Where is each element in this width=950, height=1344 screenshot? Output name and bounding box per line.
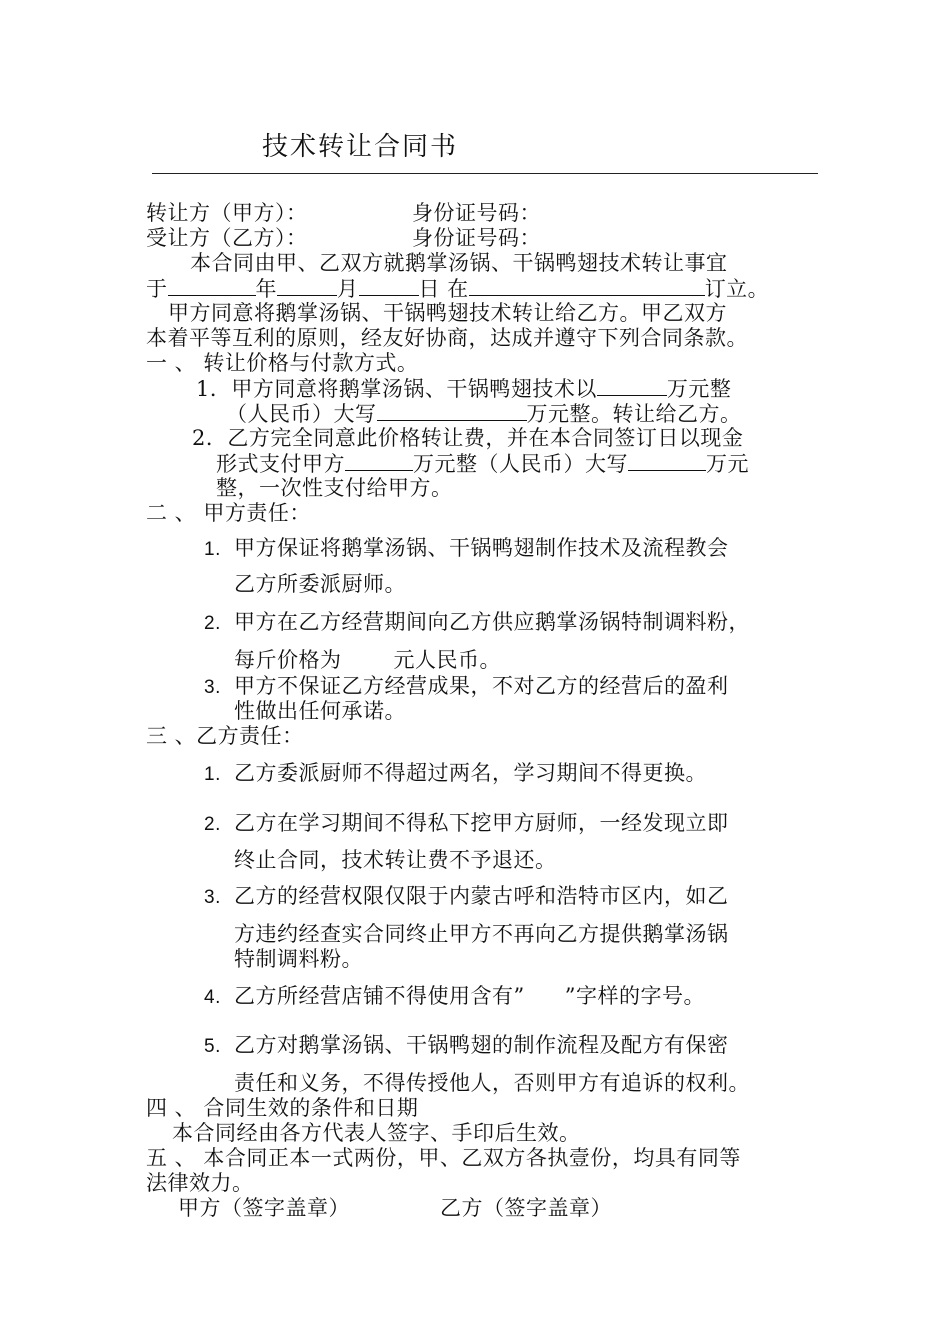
section-1-item-1-line-1 (196, 375, 731, 402)
section-2-item-1-line-1: 甲方保证将鹅掌汤锅、干锅鸭翅制作技术及流程教会 (234, 536, 729, 560)
s3-i4-text-a: 乙方所经营店铺不得使用含有” (234, 984, 525, 1008)
section-5-line-2: 法律效力。 (146, 1171, 254, 1195)
intro-line-2 (146, 275, 769, 302)
section-2-item-3-number (204, 673, 221, 701)
s3-i3-num: 3. (204, 887, 221, 908)
section-1-item-1-line-2 (226, 400, 742, 427)
intro-date-prefix: 于 (146, 277, 168, 301)
s1-i1-text-b: 万元整 (666, 377, 732, 401)
s3-i1-num: 1. (204, 764, 221, 785)
s3-i5-num: 5. (204, 1036, 221, 1057)
section-2-item-3-line-1: 甲方不保证乙方经营成果，不对乙方的经营后的盈利 (234, 674, 729, 698)
year-blank (168, 275, 256, 296)
section-3-item-3-line-2: 方违约经查实合同终止甲方不再向乙方提供鹅掌汤锅 (234, 922, 729, 946)
section-3-item-5-line-1: 乙方对鹅掌汤锅、干锅鸭翅的制作流程及配方有保密 (234, 1033, 729, 1057)
payment-words-blank (628, 450, 706, 471)
section-2-item-2-line-2 (234, 647, 501, 673)
s3-i4-text-b: ”字样的字号。 (564, 984, 705, 1008)
s1-i2-text-b: 形式支付甲方 (216, 452, 345, 476)
location-blank (469, 275, 705, 296)
section-3-item-3-number (204, 883, 221, 911)
section-2-title: 二 、 甲方责任： (146, 501, 311, 525)
intro-line-3: 甲方同意将鹅掌汤锅、干锅鸭翅技术转让给乙方。甲乙双方 (168, 301, 727, 325)
section-2-item-1-number (204, 535, 221, 563)
section-2-item-2-number (204, 609, 221, 637)
section-3-item-2-number (204, 810, 221, 838)
section-3-title: 三 、乙方责任： (146, 724, 304, 748)
amount-words-blank (377, 400, 527, 421)
party-a-id-label: 身份证号码： (412, 201, 541, 225)
section-3-item-2-line-1: 乙方在学习期间不得私下挖甲方厨师，一经发现立即 (234, 811, 729, 835)
section-2-item-3-line-2: 性做出任何承诺。 (234, 699, 406, 723)
party-b-id-label: 身份证号码： (412, 226, 541, 250)
day-location-label: 日 在 (418, 277, 469, 301)
section-1-item-2-line-3: 整，一次性支付给甲方。 (216, 476, 453, 500)
s1-i1-text-a: 1．甲方同意将鹅掌汤锅、干锅鸭翅技术以 (196, 377, 597, 401)
month-blank (277, 275, 337, 296)
intro-line-4: 本着平等互利的原则，经友好协商，达成并遵守下列合同条款。 (146, 326, 748, 350)
section-2-item-1-line-2: 乙方所委派厨师。 (234, 572, 406, 596)
section-3-item-1-line-1: 乙方委派厨师不得超过两名，学习期间不得更换。 (234, 761, 707, 785)
section-3-item-1-number (204, 760, 221, 788)
s3-i4-num: 4. (204, 987, 221, 1008)
s1-i1-text-c: （人民币）大写 (226, 402, 377, 426)
section-1-item-2-line-2 (216, 450, 749, 477)
s2-i2-num: 2. (204, 613, 221, 634)
s1-i1-text-d: 万元整。转让给乙方。 (526, 402, 742, 426)
intro-line-1: 本合同由甲、乙双方就鹅掌汤锅、干锅鸭翅技术转让事宜 (190, 251, 728, 275)
section-1-title: 一 、 转让价格与付款方式。 (146, 351, 419, 375)
s2-i1-num: 1. (204, 539, 221, 560)
page-title: 技术转让合同书 (262, 132, 459, 162)
payment-blank (345, 450, 413, 471)
section-1-item-2-line-1: 2．乙方完全同意此价格转让费，并在本合同签订日以现金 (192, 426, 744, 450)
section-3-item-4-line-1 (234, 983, 705, 1009)
section-3-item-2-line-2: 终止合同，技术转让费不予退还。 (234, 848, 557, 872)
party-a-label: 转让方（甲方）： (146, 201, 308, 225)
section-4-body: 本合同经由各方代表人签字、手印后生效。 (172, 1121, 581, 1145)
section-3-item-3-line-1: 乙方的经营权限仅限于内蒙古呼和浩特市区内，如乙 (234, 884, 729, 908)
section-3-item-5-number (204, 1032, 221, 1060)
s2-i3-num: 3. (204, 677, 221, 698)
section-4-title: 四 、 合同生效的条件和日期 (146, 1096, 419, 1120)
year-label: 年 (255, 277, 277, 301)
s2-i2-text-c: 元人民币。 (393, 648, 501, 672)
day-blank (359, 275, 419, 296)
section-3-item-5-line-2: 责任和义务，不得传授他人，否则甲方有追诉的权利。 (234, 1071, 750, 1095)
s3-i2-num: 2. (204, 814, 221, 835)
party-b-label: 受让方（乙方）： (146, 226, 308, 250)
title-underline (152, 173, 818, 174)
section-5-line-1: 五 、 本合同正本一式两份，甲、乙双方各执壹份，均具有同等 (146, 1146, 741, 1170)
month-label: 月 (337, 277, 359, 301)
signed-label: 订立。 (704, 277, 770, 301)
amount-blank (597, 375, 667, 396)
s1-i2-text-d: 万元 (706, 452, 749, 476)
party-b-signature-label: 乙方（签字盖章） (440, 1196, 612, 1220)
s1-i2-text-c: 万元整（人民币）大写 (413, 452, 628, 476)
s2-i2-text-b: 每斤价格为 (234, 648, 342, 672)
section-2-item-2-line-1: 甲方在乙方经营期间向乙方供应鹅掌汤锅特制调料粉， (234, 610, 750, 634)
party-a-signature-label: 甲方（签字盖章） (178, 1196, 350, 1220)
section-3-item-3-line-3: 特制调料粉。 (234, 947, 363, 971)
section-3-item-4-number (204, 983, 221, 1011)
